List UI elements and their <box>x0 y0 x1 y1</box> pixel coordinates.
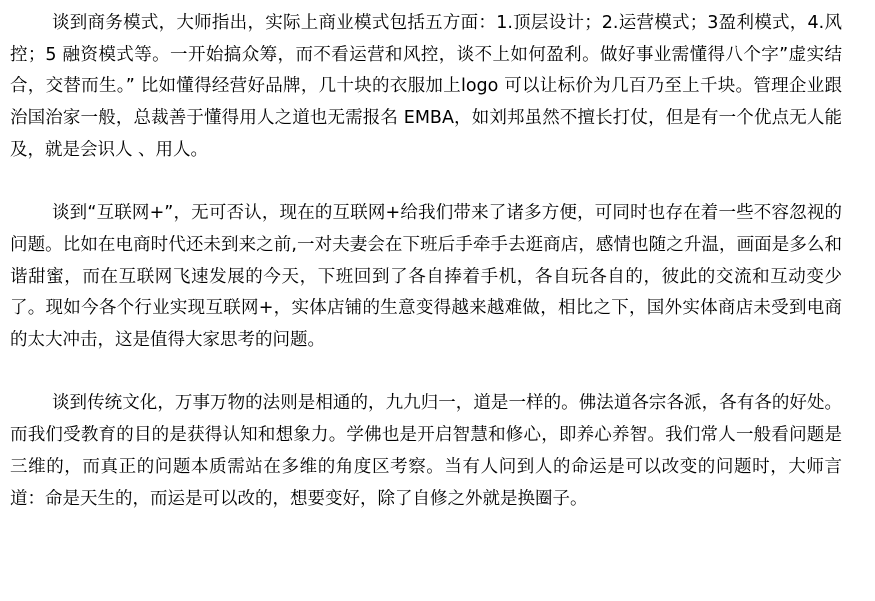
paragraph-business-model: 谈到商务模式，大师指出，实际上商业模式包括五方面：1.顶层设计；2.运营模式；3盈利模式，4.风控；5 融资模式等。一开始搞众筹，而不看运营和风控，谈不上如何盈利。做好事业需懂得八个字”虚实结合，交替而生。” 比如懂得经营好品牌，几十块的衣服加上logo 可以让标价为几百乃至上千块。管理企业跟治国治家一般，总裁善于懂得用人之道也无需报名 EMBA，如刘邦虽然不擅长打仗，但是有一个优点无人能及，就是会识人 、用人。 <box>10 13 842 160</box>
document-body <box>10 8 842 515</box>
paragraph-internet-plus: 谈到“互联网+”，无可否认，现在的互联网+给我们带来了诸多方便，可同时也存在着一些不容忽视的问题。比如在电商时代还未到来之前,一对夫妻会在下班后手牵手去逛商店，感情也随之升温，画面是多么和谐甜蜜，而在互联网飞速发展的今天，下班回到了各自捧着手机，各自玩各自的，彼此的交流和互动变少了。现如今各个行业实现互联网+，实体店铺的生意变得越来越难做，相比之下，国外实体商店未受到电商的太大冲击，这是值得大家思考的问题。 <box>10 203 842 351</box>
paragraph-gap <box>10 357 842 389</box>
paragraph-gap <box>10 167 842 199</box>
paragraph-traditional-culture: 谈到传统文化，万事万物的法则是相通的，九九归一，道是一样的。佛法道各宗各派，各有各的好处。而我们受教育的目的是获得认知和想象力。学佛也是开启智慧和修心，即养心养智。我们常人一般看问题是三维的，而真正的问题本质需站在多维的角度区考察。当有人问到人的命运是可以改变的问题时，大师言道：命是天生的，而运是可以改的，想要变好，除了自修之外就是换圈子。 <box>10 393 842 509</box>
